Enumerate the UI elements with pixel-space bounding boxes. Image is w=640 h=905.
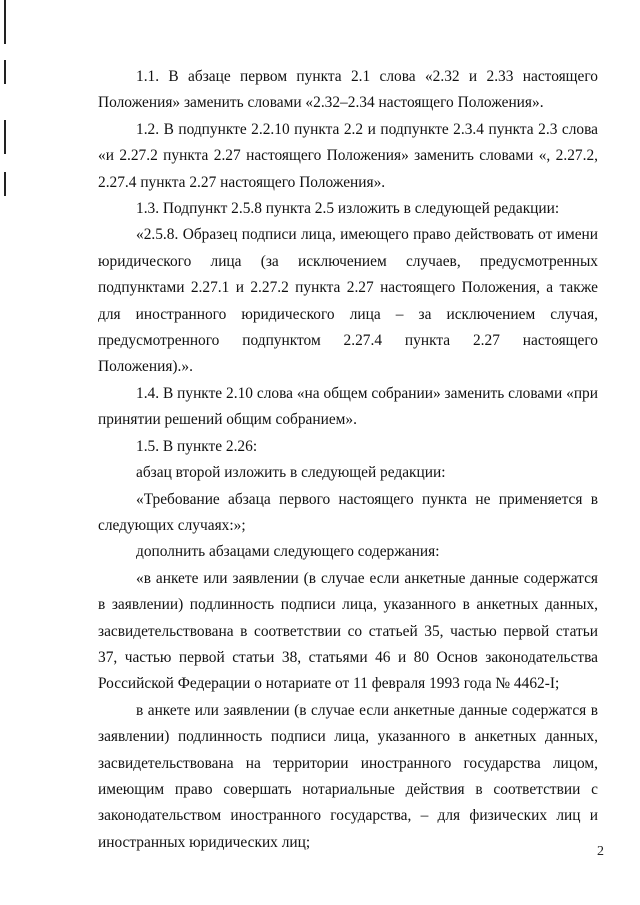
- scan-margin-mark: [4, 0, 6, 44]
- paragraph-1-5: 1.5. В пункте 2.26:: [136, 437, 258, 455]
- paragraph-2-5-8-quote: «2.5.8. Образец подписи лица, имеющего право действовать от имени юридического лица (за исключением случаев, предусмотренных подпунктами 2.27.1 и 2.27.2 пункта 2.27 настоящего Положения, а также для иностранного юридического лица – за исключением случая, предусмотренного подпунктом 2.27.4 пункта 2.27 настоящего Положения).».: [98, 226, 598, 376]
- paragraph-second-abzac: абзац второй изложить в следующей редакции:: [136, 464, 446, 482]
- paragraph-supplement: дополнить абзацами следующего содержания:: [136, 543, 440, 561]
- paragraph-requirement-quote: «Требование абзаца первого настоящего пункта не применяется в следующих случаях:»;: [98, 490, 598, 534]
- scan-margin-mark: [4, 172, 6, 196]
- paragraph-1-4: 1.4. В пункте 2.10 слова «на общем собрании» заменить словами «при принятии решений общим собранием».: [98, 384, 598, 429]
- paragraph-1-3: 1.3. Подпункт 2.5.8 пункта 2.5 изложить в следующей редакции:: [136, 200, 560, 218]
- paragraph-1-2: 1.2. В подпункте 2.2.10 пункта 2.2 и подпункте 2.3.4 пункта 2.3 слова «и 2.27.2 пункта 2.27 настоящего Положения» заменить словами «, 2.27.2, 2.27.4 пункта 2.27 настоящего Положения».: [98, 120, 598, 191]
- paragraph-1-1: 1.1. В абзаце первом пункта 2.1 слова «2.32 и 2.33 настоящего Положения» заменить словами «2.32–2.34 настоящего Положения».: [98, 68, 598, 112]
- page-number: 2: [597, 844, 604, 859]
- document-body: [98, 64, 598, 856]
- paragraph-notary-foreign: в анкете или заявлении (в случае если анкетные данные содержатся в заявлении) подлинность подписи лица, указанного в анкетных данных, засвидетельствована на территории иностранного государства лицом, имеющим право совершать нотариальные действия в соответствии с законодательством иностранного государства, – для физических лиц и иностранных юридических лиц;: [98, 701, 598, 851]
- paragraph-notary-russia: «в анкете или заявлении (в случае если анкетные данные содержатся в заявлении) подлинность подписи лица, указанного в анкетных данных, засвидетельствована в соответствии со статьей 35, частью первой статьи 37, частью первой статьи 38, статьями 46 и 80 Основ законодательства Российской Федерации о нотариате от 11 февраля 1993 года № 4462-I;: [98, 569, 598, 693]
- scan-margin-mark: [4, 60, 6, 84]
- scan-margin-mark: [4, 120, 6, 154]
